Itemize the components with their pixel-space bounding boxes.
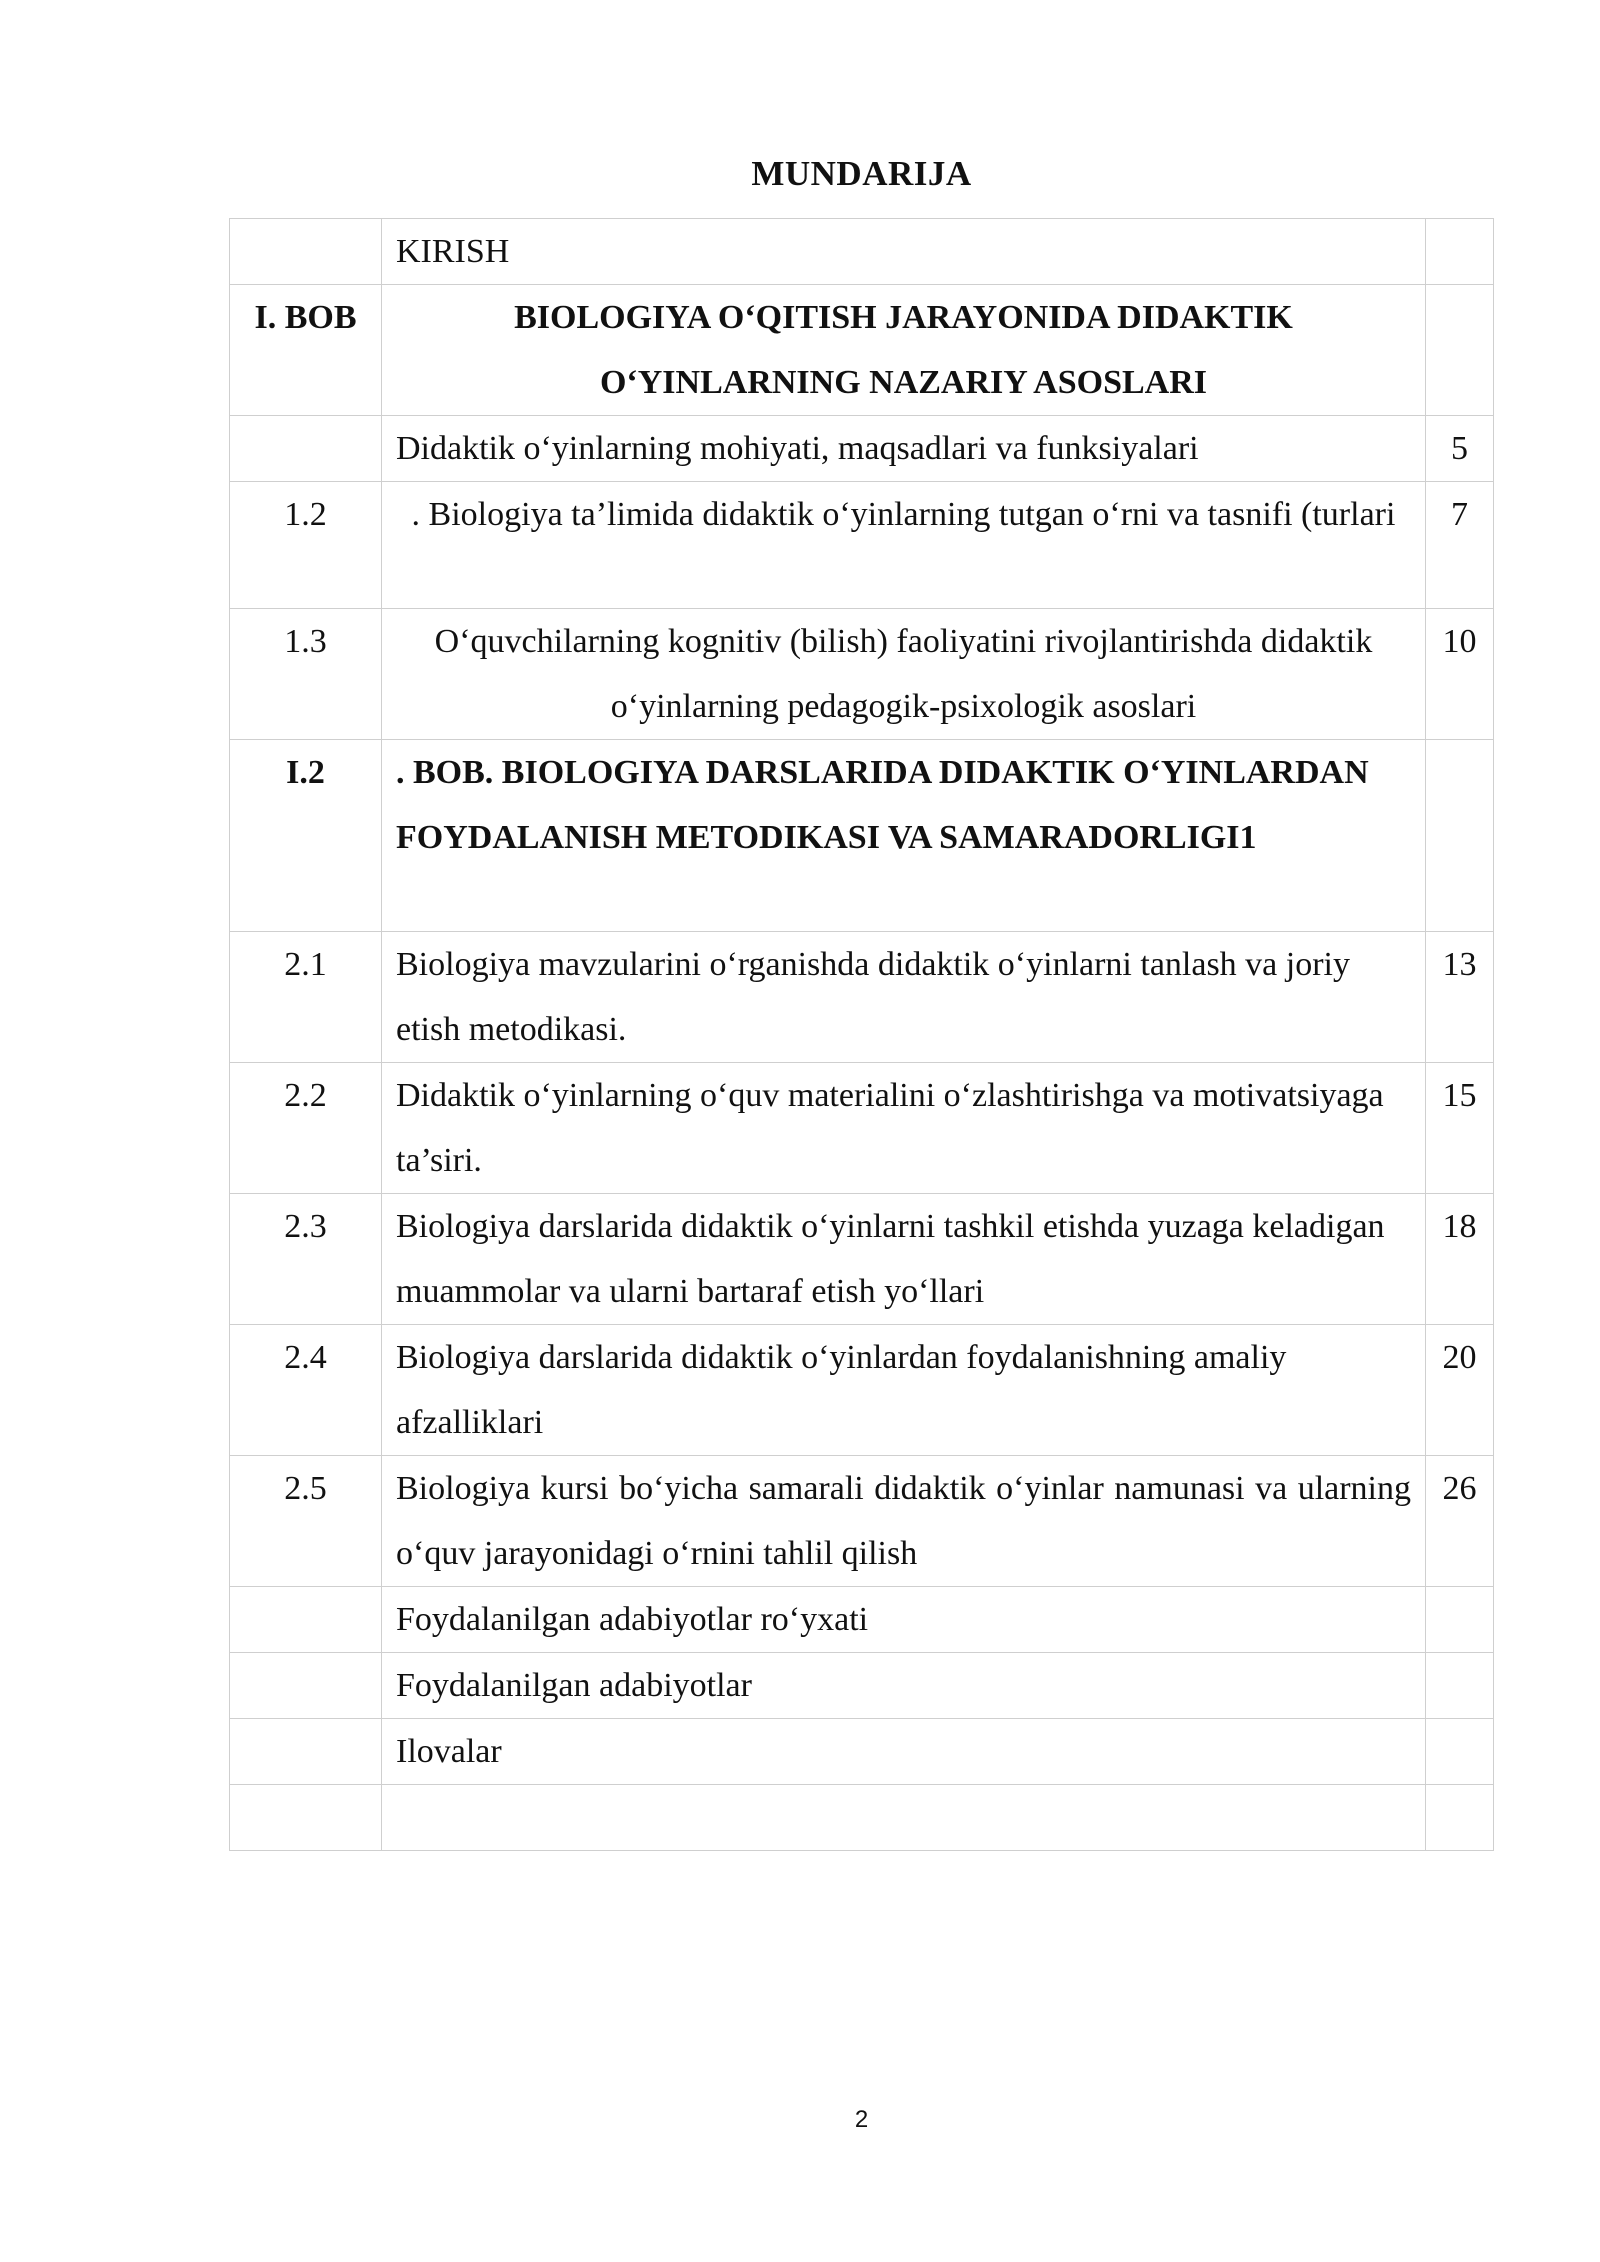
toc-title: KIRISH	[382, 219, 1426, 285]
toc-page	[1426, 1785, 1494, 1851]
toc-page: 10	[1426, 609, 1494, 740]
toc-page	[1426, 285, 1494, 416]
toc-number	[230, 416, 382, 482]
table-row	[230, 609, 1494, 740]
page-number: 2	[854, 2106, 869, 2133]
table-row	[230, 1587, 1494, 1653]
toc-title: Didaktik o‘yinlarning o‘quv materialini o‘zlashtirishga va motivatsiyaga ta’siri.	[382, 1063, 1426, 1194]
table-row	[230, 932, 1494, 1063]
toc-number	[230, 219, 382, 285]
toc-number: 2.1	[230, 932, 382, 1063]
toc-page	[1426, 1653, 1494, 1719]
toc-page	[1426, 219, 1494, 285]
table-row	[230, 1456, 1494, 1587]
toc-title: Biologiya mavzularini o‘rganishda didaktik o‘yinlarni tanlash va joriy etish metodikasi.	[382, 932, 1426, 1063]
toc-title	[382, 1785, 1426, 1851]
toc-number: 2.5	[230, 1456, 382, 1587]
toc-title: Biologiya kursi bo‘yicha samarali didaktik o‘yinlar namunasi va ularning o‘quv jarayonidagi o‘rnini tahlil qilish	[382, 1456, 1426, 1587]
table-row	[230, 1194, 1494, 1325]
toc-title: . Biologiya ta’limida didaktik o‘yinlarning tutgan o‘rni va tasnifi (turlari	[382, 482, 1426, 609]
toc-page: 26	[1426, 1456, 1494, 1587]
toc-number	[230, 1785, 382, 1851]
toc-number: I. BOB	[230, 285, 382, 416]
toc-page: 5	[1426, 416, 1494, 482]
toc-number: 1.3	[230, 609, 382, 740]
toc-page: 18	[1426, 1194, 1494, 1325]
toc-title: Ilovalar	[382, 1719, 1426, 1785]
toc-title: Biologiya darslarida didaktik o‘yinlardan foydalanishning amaliy afzalliklari	[382, 1325, 1426, 1456]
toc-page: 20	[1426, 1325, 1494, 1456]
toc-number: 2.3	[230, 1194, 382, 1325]
toc-page: 13	[1426, 932, 1494, 1063]
table-row	[230, 1719, 1494, 1785]
toc-number: 2.2	[230, 1063, 382, 1194]
toc-title: Didaktik o‘yinlarning mohiyati, maqsadlari va funksiyalari	[382, 416, 1426, 482]
toc-title: Biologiya darslarida didaktik o‘yinlarni tashkil etishda yuzaga keladigan muammolar va ularni bartaraf etish yo‘llari	[382, 1194, 1426, 1325]
table-of-contents	[229, 218, 1494, 1851]
table-row	[230, 740, 1494, 932]
toc-page: 15	[1426, 1063, 1494, 1194]
toc-title: . BOB. BIOLOGIYA DARSLARIDA DIDAKTIK O‘YINLARDAN FOYDALANISH METODIKASI VA SAMARADORLIGI1	[382, 740, 1426, 932]
toc-title: Foydalanilgan adabiyotlar	[382, 1653, 1426, 1719]
toc-title: Foydalanilgan adabiyotlar ro‘yxati	[382, 1587, 1426, 1653]
table-row	[230, 416, 1494, 482]
table-row	[230, 482, 1494, 609]
toc-number: 1.2	[230, 482, 382, 609]
table-row	[230, 1325, 1494, 1456]
toc-number: I.2	[230, 740, 382, 932]
page-title: MUNDARIJA	[751, 154, 972, 193]
toc-number	[230, 1587, 382, 1653]
table-row	[230, 1785, 1494, 1851]
toc-page: 7	[1426, 482, 1494, 609]
table-row	[230, 285, 1494, 416]
toc-title: BIOLOGIYA O‘QITISH JARAYONIDA DIDAKTIK O‘YINLARNING NAZARIY ASOSLARI	[382, 285, 1426, 416]
table-row	[230, 1653, 1494, 1719]
toc-number: 2.4	[230, 1325, 382, 1456]
table-row	[230, 1063, 1494, 1194]
toc-page	[1426, 740, 1494, 932]
toc-page	[1426, 1587, 1494, 1653]
toc-page	[1426, 1719, 1494, 1785]
toc-number	[230, 1719, 382, 1785]
table-row	[230, 219, 1494, 285]
toc-number	[230, 1653, 382, 1719]
toc-title: O‘quvchilarning kognitiv (bilish) faoliyatini rivojlantirishda didaktik o‘yinlarning pedagogik-psixologik asoslari	[382, 609, 1426, 740]
